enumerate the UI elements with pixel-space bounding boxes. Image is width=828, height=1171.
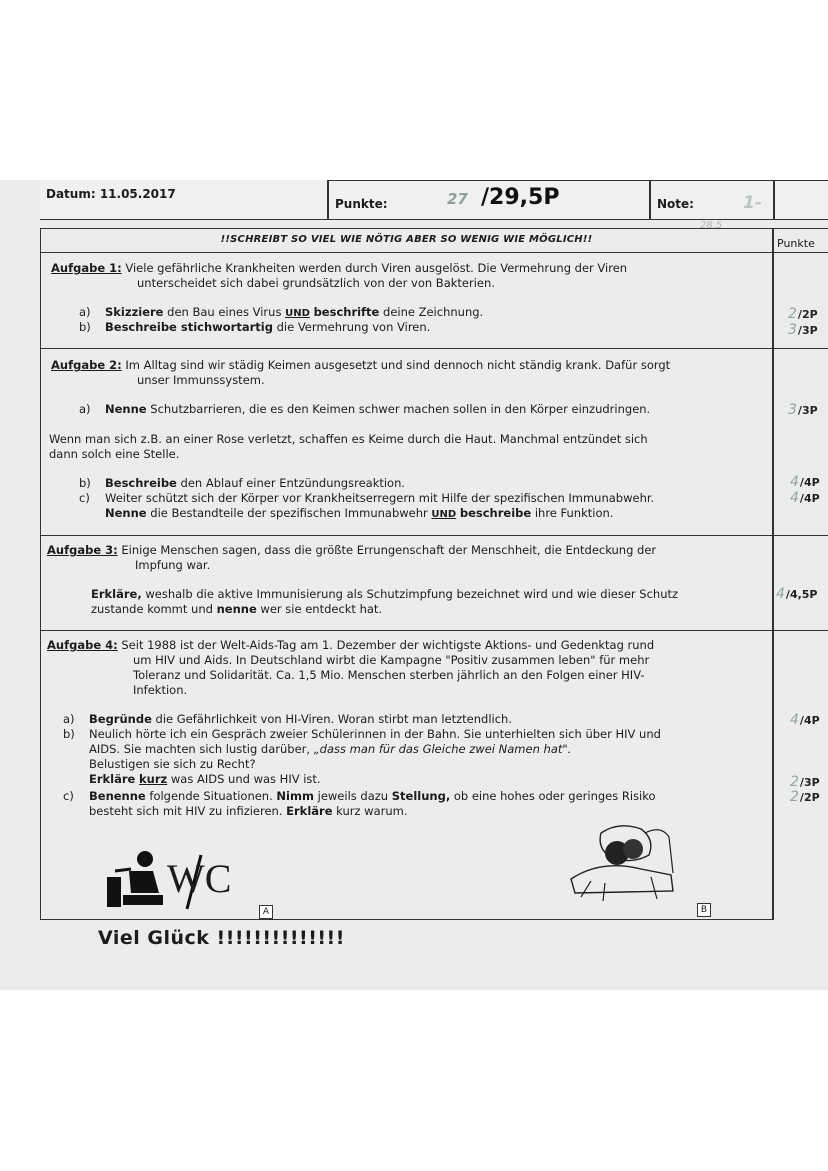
task-question-cont: zustande kommt und nenne wer sie entdeckt hat.: [91, 602, 383, 616]
task-title: Aufgabe 4:: [47, 638, 118, 652]
points-4c: 2/2P: [790, 789, 820, 805]
grade-cell: [650, 180, 774, 220]
header-row: [40, 180, 828, 231]
points-3: 4/4,5P: [776, 586, 818, 602]
task-context: dann solch eine Stelle.: [49, 447, 180, 461]
task-intro: Infektion.: [133, 683, 188, 697]
points-col-line: [773, 535, 828, 536]
points-column-header: Punkte: [777, 237, 815, 250]
points-col-line: [773, 252, 828, 253]
points-col-line: [773, 348, 828, 349]
task-context: Wenn man sich z.B. an einer Rose verletzt, schaffen es Keime durch die Haut. Manchmal entzündet sich: [49, 432, 648, 446]
task-intro: unterscheidet sich dabei grundsätzlich von der von Bakterien.: [137, 276, 495, 290]
task-intro: Einige Menschen sagen, dass die größte Errungenschaft der Menschheit, die Entdeckung der: [121, 543, 657, 557]
task-title: Aufgabe 1:: [51, 261, 122, 275]
task-title: Aufgabe 3:: [47, 543, 118, 557]
task-3: [41, 536, 772, 631]
couple-illustration: [561, 819, 681, 909]
points-cell: [328, 180, 650, 220]
subtask-b-cont: Belustigen sie sich zu Recht?: [89, 757, 256, 771]
wc-text: WC: [167, 856, 232, 901]
points-2b: 4/4P: [790, 474, 820, 490]
points-1a: 2/2P: [788, 306, 818, 322]
date-cell: Datum: 11.05.2017: [40, 180, 328, 220]
points-col-line: [773, 630, 828, 631]
instruction-banner: !!SCHREIBT SO VIEL WIE NÖTIG ABER SO WENIG WIE MÖGLICH!!: [41, 229, 772, 253]
task-4: [41, 631, 772, 921]
grade-label: Note:: [657, 197, 694, 211]
label-b: B: [697, 903, 711, 917]
task-intro: um HIV und Aids. In Deutschland wirbt die Kampagne "Positiv zusammen leben" für mehr: [133, 653, 650, 667]
handwritten-score: 27: [447, 190, 468, 208]
task-intro: unser Immunssystem.: [137, 373, 265, 387]
points-4b: 2/3P: [790, 774, 820, 790]
task-intro: Viele gefährliche Krankheiten werden durch Viren ausgelöst. Die Vermehrung der Viren: [125, 261, 628, 275]
task-question: Erkläre, weshalb die aktive Immunisierung als Schutzimpfung bezeichnet wird und wie dieser Schutz: [91, 587, 679, 601]
task-intro: Toleranz und Solidarität. Ca. 1,5 Mio. Menschen sterben jährlich an den Folgen einer HIV-: [133, 668, 645, 682]
exam-sheet: [0, 180, 828, 990]
label-a: A: [259, 905, 273, 919]
footer-good-luck: Viel Glück !!!!!!!!!!!!!!: [98, 927, 345, 949]
task-1: [41, 253, 772, 349]
points-2a: 3/3P: [788, 402, 818, 418]
total-points: /29,5P: [481, 185, 560, 210]
subtask-b-cont: AIDS. Sie machten sich lustig darüber, „dass man für das Gleiche zwei Namen hat".: [89, 742, 572, 756]
points-label: Punkte:: [335, 197, 388, 211]
task-table: [40, 228, 773, 920]
subtask-c-cont: besteht sich mit HIV zu infizieren. Erkläre kurz warum.: [89, 804, 408, 818]
task-intro: Seit 1988 ist der Welt-Aids-Tag am 1. Dezember der wichtigste Aktions- und Gedenktag rund: [121, 638, 655, 652]
subtask-a: a) Begründe die Gefährlichkeit von HI-Viren. Woran stirbt man letztendlich.: [63, 712, 512, 726]
task-title: Aufgabe 2:: [51, 358, 122, 372]
subtask-b: b) Neulich hörte ich ein Gespräch zweier Schülerinnen in der Bahn. Sie unterhielten sich über HIV und: [63, 727, 661, 741]
subtask-c-cont: Nenne die Bestandteile der spezifischen Immunabwehr UND beschreibe ihre Funktion.: [105, 506, 614, 520]
subtask-b: b) Beschreibe den Ablauf einer Entzündungsreaktion.: [79, 476, 406, 490]
subtask-a: a) Nenne Schutzbarrieren, die es den Keimen schwer machen sollen in den Körper einzudringen.: [79, 402, 651, 416]
points-4a: 4/4P: [790, 712, 820, 728]
subtask-c: c) Benenne folgende Situationen. Nimm jeweils dazu Stellung, ob eine hohes oder geringes Risiko: [63, 789, 656, 803]
task-2: [41, 349, 772, 536]
subtask-a: a) Skizziere den Bau eines Virus UND beschrifte deine Zeichnung.: [79, 305, 484, 319]
header-blank-cell: [774, 180, 828, 220]
subtask-b: b) Beschreibe stichwortartig die Vermehrung von Viren.: [79, 320, 431, 334]
handwritten-small-note: 28.5: [700, 220, 723, 231]
points-1b: 3/3P: [788, 322, 818, 338]
handwritten-grade: 1-: [743, 193, 762, 213]
subtask-b-cont: Erkläre kurz was AIDS und was HIV ist.: [89, 772, 321, 786]
points-2c: 4/4P: [790, 490, 820, 506]
task-intro: Impfung war.: [135, 558, 211, 572]
task-intro: Im Alltag sind wir städig Keimen ausgesetzt und sind dennoch nicht ständig krank. Dafür sorgt: [125, 358, 671, 372]
subtask-c: c) Weiter schützt sich der Körper vor Krankheitserregern mit Hilfe der spezifischen Immunabwehr.: [79, 491, 655, 505]
